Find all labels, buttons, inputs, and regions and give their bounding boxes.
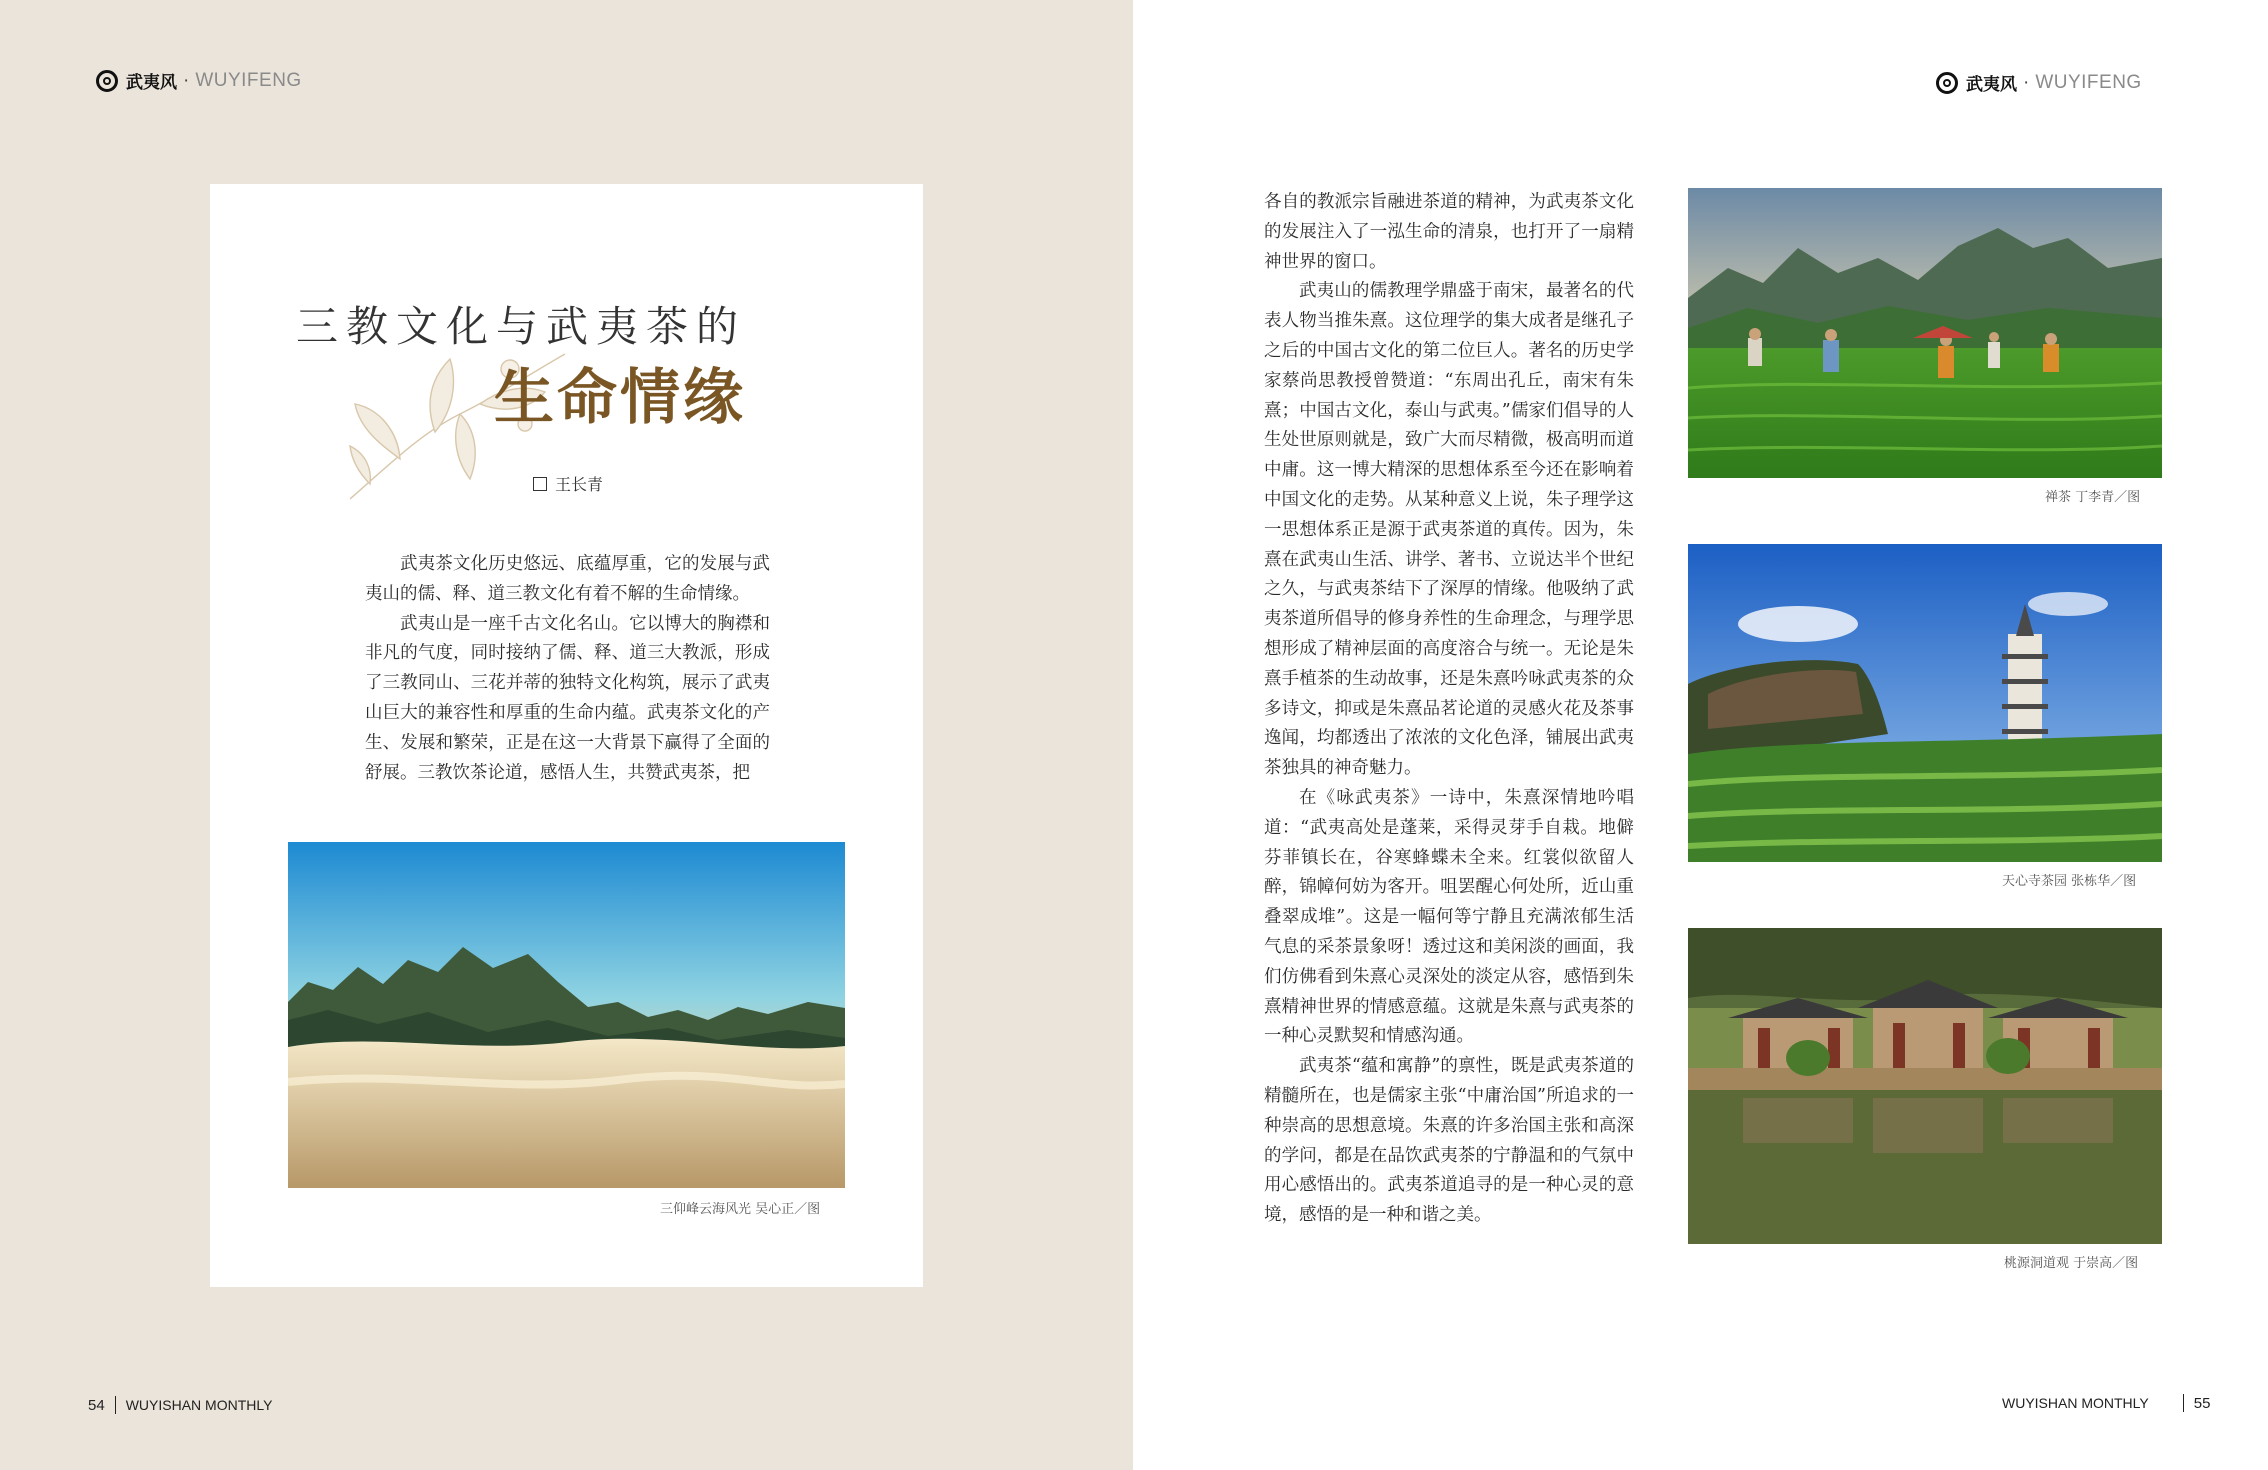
right-masthead <box>1936 70 2142 95</box>
masthead-brand-cn: 武夷风 <box>126 73 177 92</box>
paragraph: 各自的教派宗旨融进茶道的精神，为武夷茶文化的发展注入了一泓生命的清泉，也打开了一扇精神世界的窗口。 <box>1264 192 1634 272</box>
page-number: 54 <box>88 1396 105 1414</box>
wuyifeng-logo-icon <box>1936 72 1958 94</box>
article-opening-card <box>210 184 923 1287</box>
paragraph: 武夷茶文化历史悠远、底蕴厚重，它的发展与武夷山的儒、释、道三教文化有着不解的生命情缘。 <box>365 554 770 604</box>
masthead-brand-en: WUYIFENG <box>195 69 302 91</box>
taoyuan-temple-photo <box>1688 928 2162 1244</box>
author-byline <box>533 472 603 495</box>
left-footer <box>88 1396 272 1414</box>
taoyuan-temple-caption: 桃源洞道观 于崇高／图 <box>2004 1256 2139 1271</box>
right-body-text <box>1264 188 1634 1231</box>
article-title-line2: 生命情缘 <box>494 363 746 433</box>
masthead-separator: · <box>183 69 190 91</box>
paragraph: 在《咏武夷茶》一诗中，朱熹深情地吟唱道：“武夷高处是蓬莱，采得灵芽手自栽。地僻芬菲镇长在，谷寒蜂蝶未全来。红裳似欲留人醉，锦幛何妨为客开。咀罢醒心何处所，近山重叠翠成堆”。这是一幅何等宁静且充满浓郁生活气息的采茶景象呀！透过这和美闲淡的画面，我们仿佛看到朱熹心灵深处的淡定从容，感悟到朱熹精神世界的情感意蕴。这就是朱熹与武夷茶的一种心灵默契和情感沟通。 <box>1264 787 1634 1047</box>
sea-of-clouds-photo <box>288 842 845 1188</box>
masthead-brand-en: WUYIFENG <box>2035 71 2142 93</box>
zen-tea-photo <box>1688 188 2162 478</box>
left-masthead <box>96 68 302 93</box>
masthead-brand-cn: 武夷风 <box>1966 75 2017 94</box>
article-title-line1: 三教文化与武夷茶的 <box>295 302 746 351</box>
square-bullet-icon <box>533 477 547 491</box>
publication-title: WUYISHAN MONTHLY <box>2002 1395 2149 1411</box>
left-body-text <box>365 550 770 788</box>
tianxin-temple-photo <box>1688 544 2162 862</box>
publication-title: WUYISHAN MONTHLY <box>125 1397 273 1413</box>
paragraph: 武夷茶“蕴和寓静”的禀性，既是武夷茶道的精髓所在，也是儒家主张“中庸治国”所追求的一种崇高的思想意境。朱熹的许多治国主张和高深的学问，都是在品饮武夷茶的宁静温和的气氛中用心感悟出的。武夷茶道追寻的是一种心灵的意境，感悟的是一种和谐之美。 <box>1264 1056 1634 1226</box>
footer-divider <box>2183 1394 2184 1412</box>
masthead-separator: · <box>2023 71 2030 93</box>
right-footer <box>2002 1394 2210 1412</box>
sea-of-clouds-caption: 三仰峰云海风光 吴心正／图 <box>660 1202 821 1217</box>
zen-tea-caption: 禅茶 丁李青／图 <box>2045 490 2141 505</box>
page-number: 55 <box>2193 1394 2211 1412</box>
footer-divider <box>115 1396 116 1414</box>
paragraph: 武夷山的儒教理学鼎盛于南宋，最著名的代表人物当推朱熹。这位理学的集大成者是继孔子之后的中国古文化的第二位巨人。著名的历史学家蔡尚思教授曾赞道：“东周出孔丘，南宋有朱熹；中国古文化，泰山与武夷。”儒家们倡导的人生处世原则就是，致广大而尽精微，极高明而道中庸。这一博大精深的思想体系至今还在影响着中国文化的走势。从某种意义上说，朱子理学这一思想体系正是源于武夷茶道的真传。因为，朱熹在武夷山生活、讲学、著书、立说达半个世纪之久，与武夷茶结下了深厚的情缘。他吸纳了武夷茶道所倡导的修身养性的生命理念，与理学思想形成了精神层面的高度溶合与统一。无论是朱熹手植茶的生动故事，还是朱熹吟咏武夷茶的众多诗文，抑或是朱熹品茗论道的灵感火花及茶事逸闻，均都透出了浓浓的文化色泽，铺展出武夷茶独具的神奇魅力。 <box>1264 281 1634 779</box>
tianxin-temple-caption: 天心寺茶园 张栋华／图 <box>2002 874 2137 889</box>
wuyifeng-logo-icon <box>96 70 118 92</box>
author-name: 王长青 <box>555 475 604 494</box>
paragraph: 武夷山是一座千古文化名山。它以博大的胸襟和非凡的气度，同时接纳了儒、释、道三大教派，形成了三教同山、三花并蒂的独特文化构筑，展示了武夷山巨大的兼容性和厚重的生命内蕴。武夷茶文化的产生、发展和繁荣，正是在这一大背景下赢得了全面的舒展。三教饮茶论道，感悟人生，共赞武夷茶，把 <box>365 613 770 783</box>
